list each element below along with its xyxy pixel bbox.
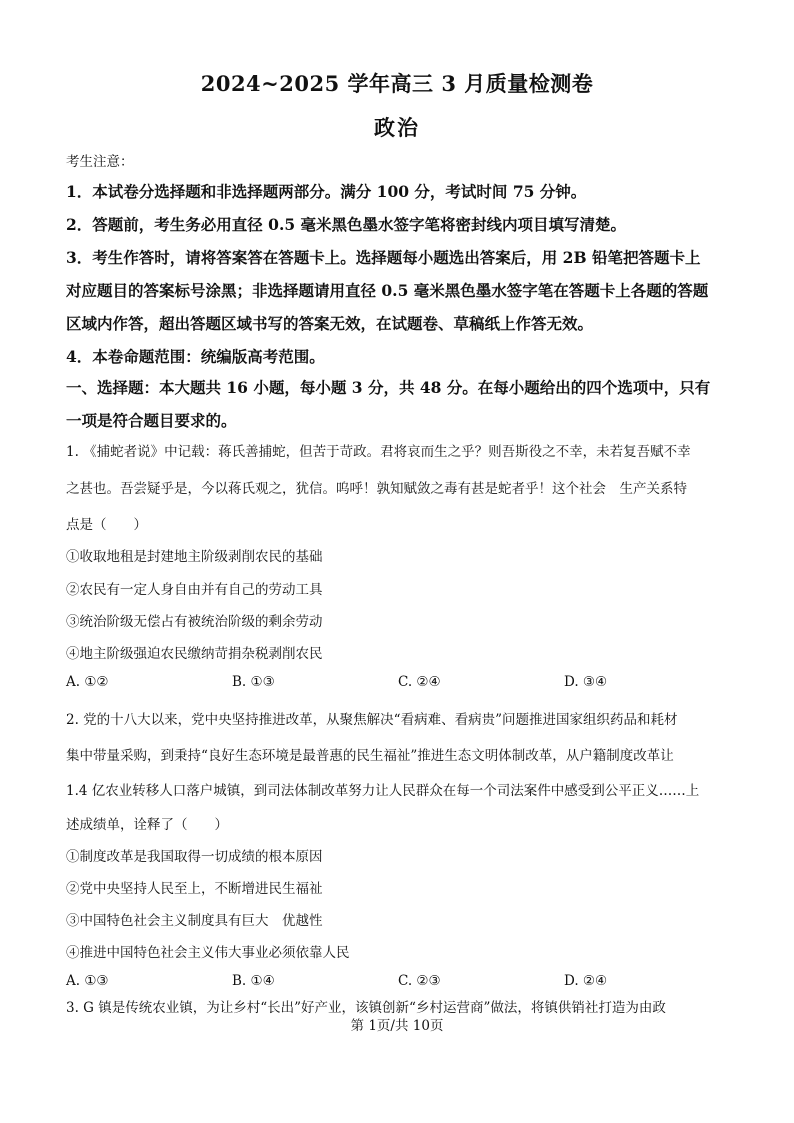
question-2-stem: 1.4 亿农业转移人口落户城镇，到司法体制改革努力让人民群众在每一个司法案件中感受到公平正义……上: [66, 783, 700, 799]
question-2-stem: 述成绩单，诠释了（ ）: [66, 817, 228, 833]
page-footer: 第 1页/共 10页: [350, 1018, 444, 1034]
question-1-item: ④地主阶级强迫农民缴纳苛捐杂税剥削农民: [66, 646, 323, 662]
question-2-stem: 2. 党的十八大以来，党中央坚持推进改革，从聚焦解决“看病难、看病贵”问题推进国家组织药品和耗材: [66, 712, 678, 728]
exam-title: 2024~2025 学年高三 3 月质量检测卷: [200, 71, 594, 96]
question-1-item: ③统治阶级无偿占有被统治阶级的剩余劳动: [66, 614, 323, 630]
notice-line: 2．答题前，考生务必用直径 0.5 毫米黑色墨水签字笔将密封线内项目填写清楚。: [66, 215, 627, 234]
option-a[interactable]: A. ①②: [66, 674, 109, 690]
option-c[interactable]: C. ②④: [398, 674, 441, 690]
question-2-item: ②党中央坚持人民至上，不断增进民生福祉: [66, 881, 323, 897]
question-1-item: ①收取地租是封建地主阶级剥削农民的基础: [66, 549, 323, 565]
option-b[interactable]: B. ①③: [232, 674, 275, 690]
question-1-stem: 点是（ ）: [66, 517, 147, 533]
option-b[interactable]: B. ①④: [232, 973, 275, 989]
option-d[interactable]: D. ③④: [564, 674, 608, 690]
notice-line: 4．本卷命题范围：统编版高考范围。: [66, 347, 325, 366]
question-2-stem: 集中带量采购，到秉持“良好生态环境是最普惠的民生福祉”推进生态文明体制改革，从户籍制度改革让: [66, 748, 674, 764]
option-c[interactable]: C. ②③: [398, 973, 441, 989]
question-3-stem: 3. G 镇是传统农业镇，为让乡村“长出”好产业，该镇创新“乡村运营商”做法，将镇供销社打造为由政: [66, 1000, 666, 1016]
notice-line: 对应题目的答案标号涂黑；非选择题请用直径 0.5 毫米黑色墨水签字笔在答题卡上各题的答题: [66, 281, 709, 300]
option-a[interactable]: A. ①③: [66, 973, 109, 989]
notice-heading: 考生注意：: [66, 154, 134, 170]
question-2-item: ③中国特色社会主义制度具有巨大 优越性: [66, 913, 323, 929]
option-d[interactable]: D. ②④: [564, 973, 608, 989]
question-1-stem: 之甚也。吾尝疑乎是，今以蒋氏观之，犹信。呜呼！孰知赋敛之毒有甚是蛇者乎！这个社会 生产关系特: [66, 481, 687, 497]
question-2-item: ④推进中国特色社会主义伟大事业必须依靠人民: [66, 945, 350, 961]
section-heading: 一、选择题：本大题共 16 小题，每小题 3 分，共 48 分。在每小题给出的四个选项中，只有: [66, 378, 711, 397]
notice-line: 区域内作答，超出答题区域书写的答案无效，在试题卷、草稿纸上作答无效。: [66, 314, 594, 333]
section-heading: 一项是符合题目要求的。: [66, 411, 237, 430]
question-1-stem: 1. 《捕蛇者说》中记载：蒋氏善捕蛇，但苦于苛政。君将哀而生之乎？则吾斯役之不幸，未若复吾赋不幸: [66, 444, 691, 460]
question-2-item: ①制度改革是我国取得一切成绩的根本原因: [66, 849, 323, 865]
subject-title: 政治: [374, 115, 420, 140]
question-1-item: ②农民有一定人身自由并有自己的劳动工具: [66, 582, 323, 598]
notice-line: 1．本试卷分选择题和非选择题两部分。满分 100 分，考试时间 75 分钟。: [66, 182, 587, 201]
notice-line: 3．考生作答时，请将答案答在答题卡上。选择题每小题选出答案后，用 2B 铅笔把答题卡上: [66, 248, 701, 267]
